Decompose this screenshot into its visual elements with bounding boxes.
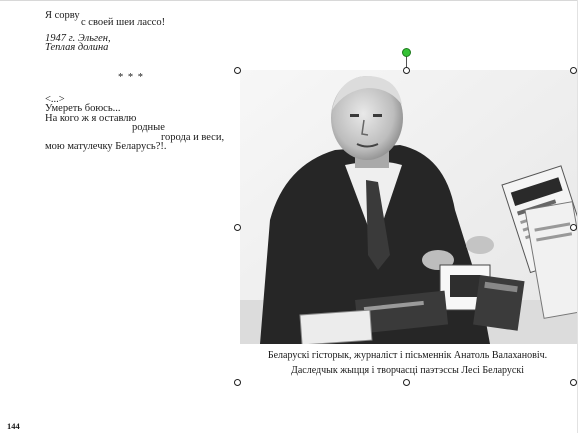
resize-handle-bottom[interactable]	[403, 379, 410, 386]
photo-caption-line-2: Даследчык жыцця і творчасці паэтэссы Лесі Беларускі	[291, 365, 524, 376]
resize-handle-bottom-right[interactable]	[570, 379, 577, 386]
page-top-edge	[0, 0, 578, 1]
resize-handle-right[interactable]	[570, 224, 577, 231]
poem-line-6: города и веси,	[161, 132, 225, 143]
portrait-photo-icon	[240, 70, 577, 344]
resize-handle-top[interactable]	[403, 67, 410, 74]
rotation-handle[interactable]	[402, 48, 411, 57]
poem-line-7: мою матулечку Беларусь?!.	[45, 141, 167, 152]
photo-caption-line-1: Беларускі гісторык, журналіст і пісьменнік Анатоль Валахановіч.	[267, 350, 548, 361]
poem-line-3: Умереть боюсь...	[45, 103, 121, 114]
resize-handle-left[interactable]	[234, 224, 241, 231]
portrait-photo[interactable]	[240, 70, 577, 344]
resize-handle-bottom-left[interactable]	[234, 379, 241, 386]
poem-line-1: Я сорву	[45, 10, 80, 21]
poem-ellipsis: <...>	[45, 94, 65, 105]
resize-handle-top-left[interactable]	[234, 67, 241, 74]
page-number: 144	[7, 421, 20, 431]
poem-date-line: 1947 г. Эльген,	[45, 33, 111, 44]
poem-line-4: На кого ж я оставлю	[45, 113, 137, 124]
poem-place-line: Теплая долина	[45, 42, 109, 53]
poem-line-2: с своей шеи лассо!	[81, 17, 166, 28]
poem-separator: * * *	[118, 72, 144, 83]
poem-line-5: родные	[132, 122, 165, 133]
resize-handle-top-right[interactable]	[570, 67, 577, 74]
